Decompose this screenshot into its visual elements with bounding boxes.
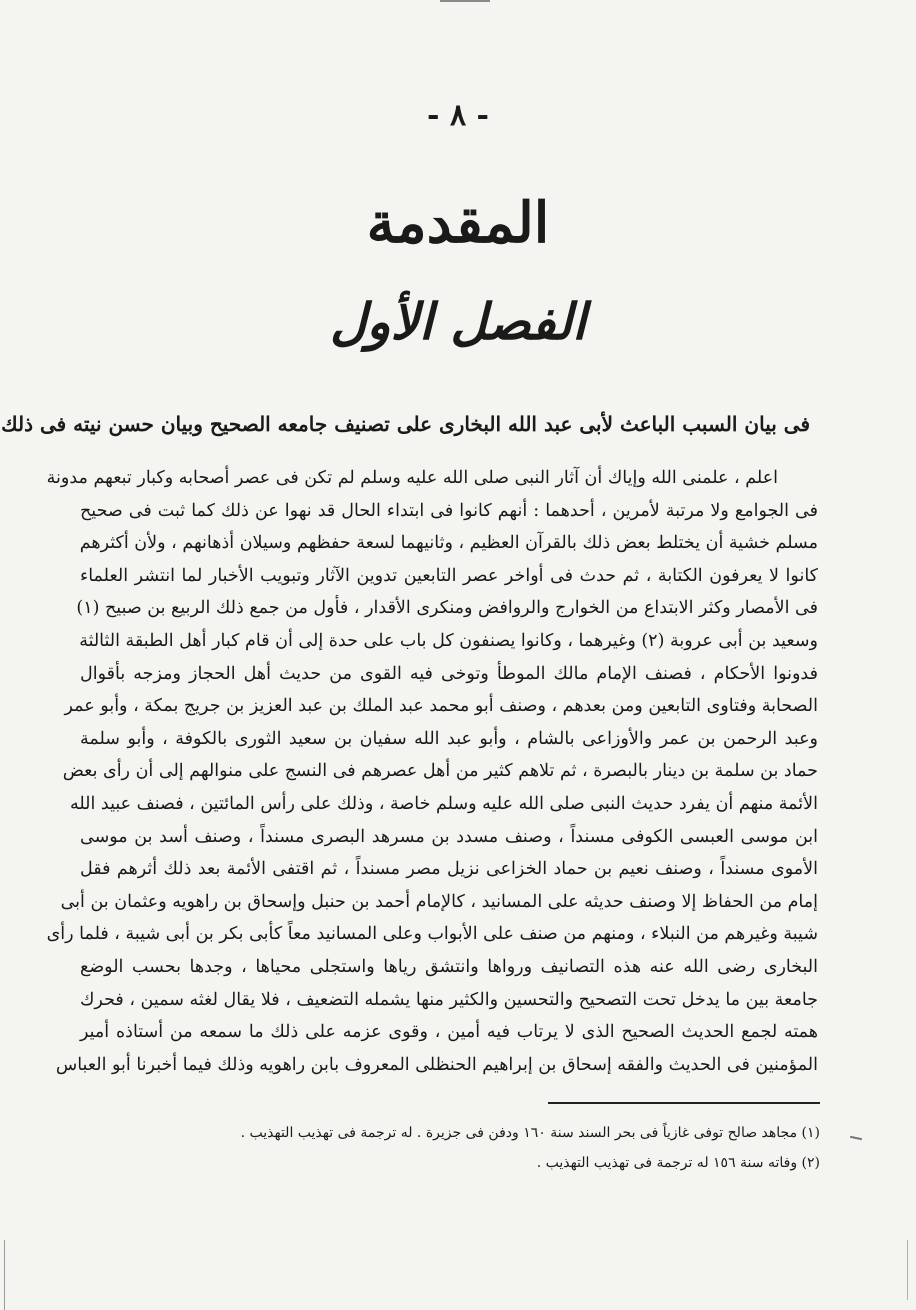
footnote-2: (٢) وفاته سنة ١٥٦ له ترجمة فى تهذيب التهذيب . (536, 1155, 820, 1171)
body-line: البخارى رضى الله عنه هذه التصانيف ورواها وانتشق رياها واستجلى محياها ، وجدها بحسب الوضع (80, 956, 818, 977)
body-line: وسعيد بن أبى عروبة (٢) وغيرهما ، وكانوا يصنفون كل باب على حدة إلى أن قام كبار أهل الطبقة الثالثة (79, 630, 818, 651)
page-number: - ٨ - (427, 98, 489, 133)
body-line: الأئمة منهم أن يفرد حديث النبى صلى الله عليه وسلم خاصة ، وذلك على رأس المائتين ، فصنف عبيد الله (69, 793, 818, 814)
margin-mark (850, 1136, 862, 1140)
body-text (46, 462, 818, 1081)
body-line: الأموى مسنداً ، وصنف نعيم بن حماد الخزاعى نزيل مصر مسنداً ، ثم اقتفى الأئمة بعد ذلك أثرهم فقل (80, 859, 818, 880)
body-line: إمام من الحفاظ إلا وصنف حديثه على المسانيد ، كالإمام أحمد بن حنبل وإسحاق بن راهويه وعثمان بن أبى (60, 891, 818, 912)
body-line: مسلم خشية أن يختلط بعض ذلك بالقرآن العظيم ، وثانيهما لسعة حفظهم وسيلان أذهانهم ، ولأن أكثرهم (79, 533, 818, 554)
page-edge-top (440, 0, 490, 2)
section-heading: فى بيان السبب الباعث لأبى عبد الله البخارى على تصنيف جامعه الصحيح وبيان حسن نيته فى ذلك (1, 412, 810, 436)
body-line: فى الأمصار وكثر الابتداع من الخوارج والروافض ومنكرى الأقدار ، فأول من جمع ذلك الربيع بن صبيح (١) (76, 598, 818, 619)
page-edge-left (4, 1240, 5, 1310)
footnote-divider (548, 1102, 820, 1104)
chapter-title: المقدمة (366, 190, 550, 256)
body-line: حماد بن سلمة بن دينار بالبصرة ، ثم تلاهم كثير من أهل عصرهم فى النسج على منوالهم إلى أن رأى بعض (62, 761, 818, 782)
body-line: المؤمنين فى الحديث والفقه إسحاق بن إبراهيم الحنظلى المعروف بابن راهويه وذلك فيما أخبرنا أبو العباس (55, 1054, 818, 1075)
body-line: اعلم ، علمنى الله وإياك أن آثار النبى صلى الله عليه وسلم لم تكن فى عصر أصحابه وكبار تبعهم مدونة (46, 468, 778, 488)
body-line: شيبة وغيرهم من النبلاء ، ومنهم من صنف على الأبواب وعلى المسانيد معاً كأبى بكر بن أبى شيبة ، فلما رأى (46, 924, 818, 945)
body-line: كانوا لا يعرفون الكتابة ، ثم حدث فى أواخر عصر التابعين تدوين الآثار وتبويب الأخبار لما انتشر العلماء (80, 565, 818, 586)
footnotes (180, 1118, 820, 1178)
body-line: وعبد الرحمن بن عمر والأوزاعى بالشام ، وأبو عبد الله سفيان بن سعيد الثورى بالكوفة ، وأبو سلمة (80, 728, 818, 749)
body-line: جامعة بين ما يدخل تحت التصحيح والتحسين والكثير منها يشمله التضعيف ، فلا يقال لغثه سمين ، فحرك (80, 989, 818, 1010)
body-line: ابن موسى العبسى الكوفى مسنداً ، وصنف مسدد بن مسرهد البصرى مسنداً ، وصنف أسد بن موسى (80, 826, 818, 847)
page-edge-right (907, 1240, 908, 1300)
body-line: همته لجمع الحديث الصحيح الذى لا يرتاب فيه أمين ، وقوى عزمه على ذلك ما سمعه من أستاذه أمير (80, 1022, 818, 1043)
body-line: فى الجوامع ولا مرتبة لأمرين ، أحدهما : أنهم كانوا فى ابتداء الحال قد نهوا عن ذلك كما ثبت فى صحيح (80, 500, 818, 521)
footnote-1: (١) مجاهد صالح توفى غازياً فى بحر السند سنة ١٦٠ ودفن فى جزيرة . له ترجمة فى تهذيب التهذيب . (240, 1125, 820, 1141)
body-line: فدونوا الأحكام ، فصنف الإمام مالك الموطأ وتوخى فيه القوى من حديث أهل الحجاز ومزجه بأقوال (80, 663, 818, 684)
body-line: الصحابة وفتاوى التابعين ومن بعدهم ، وصنف أبو محمد عبد الملك بن عبد العزيز بن جريج بمكة ، وأبو عمر (64, 696, 818, 717)
section-title: الفصل الأول (330, 292, 586, 351)
